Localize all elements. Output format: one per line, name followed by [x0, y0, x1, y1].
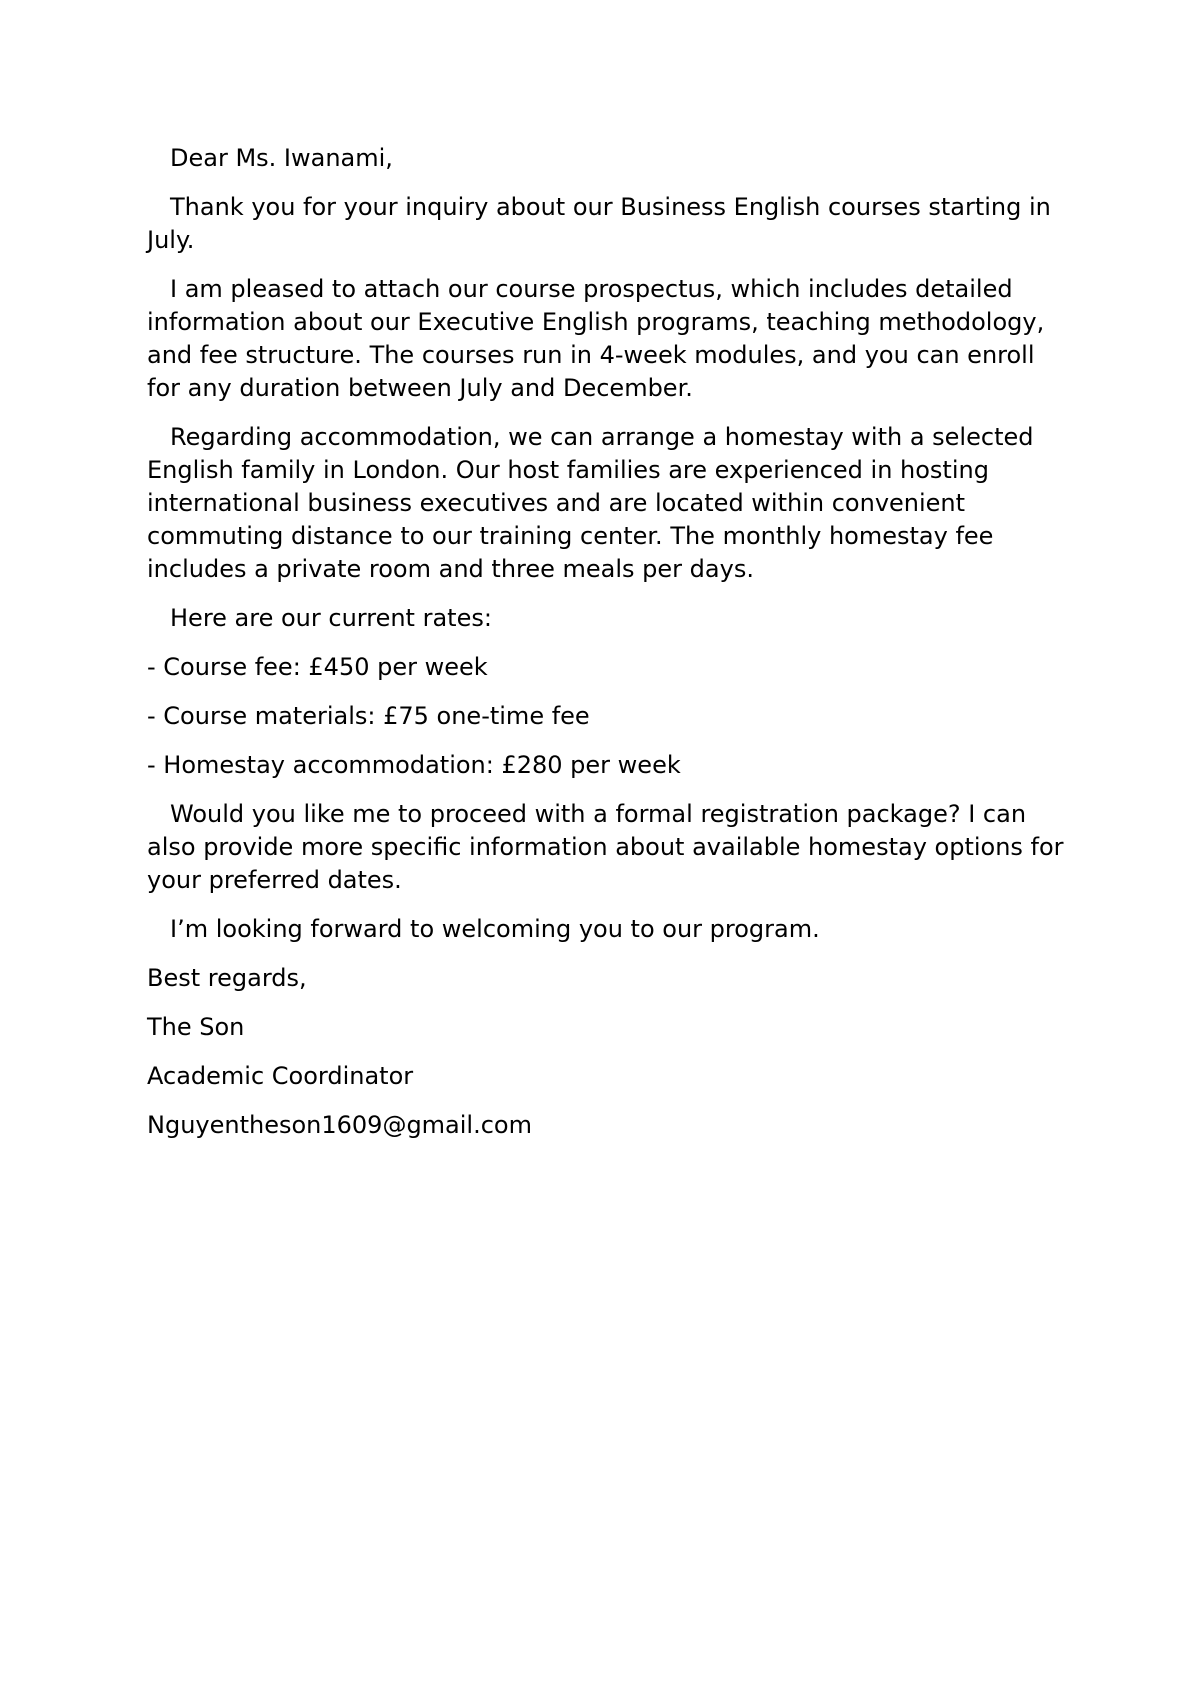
- letter-body: [147, 142, 1067, 1158]
- signer-email: Nguyentheson1609@gmail.com: [147, 1111, 532, 1139]
- rate-course-materials: - Course materials: £75 one-time fee: [147, 702, 590, 730]
- paragraph-accommodation: Regarding accommodation, we can arrange a homestay with a selected English family in London. Our host families are experienced in hosting international business executives and are located within convenient commuting distance to our training center. The monthly homestay fee includes a private room and three meals per days.: [147, 423, 1034, 583]
- closing: Best regards,: [147, 964, 307, 992]
- paragraph-prospectus: I am pleased to attach our course prospectus, which includes detailed information about our Executive English programs, teaching methodology, and fee structure. The courses run in 4-week modules, and you can enroll for any duration between July and December.: [147, 275, 1045, 402]
- salutation: Dear Ms. Iwanami,: [170, 144, 393, 172]
- rate-course-fee: - Course fee: £450 per week: [147, 653, 488, 681]
- paragraph-registration-offer: Would you like me to proceed with a formal registration package? I can also provide more specific information about available homestay options for your preferred dates.: [147, 800, 1064, 894]
- paragraph-rates-intro: Here are our current rates:: [170, 604, 492, 632]
- rate-homestay: - Homestay accommodation: £280 per week: [147, 751, 681, 779]
- signer-name: The Son: [147, 1013, 245, 1041]
- signer-title: Academic Coordinator: [147, 1062, 414, 1090]
- paragraph-looking-forward: I’m looking forward to welcoming you to our program.: [170, 915, 820, 943]
- paragraph-inquiry-thanks: Thank you for your inquiry about our Business English courses starting in July.: [147, 193, 1051, 254]
